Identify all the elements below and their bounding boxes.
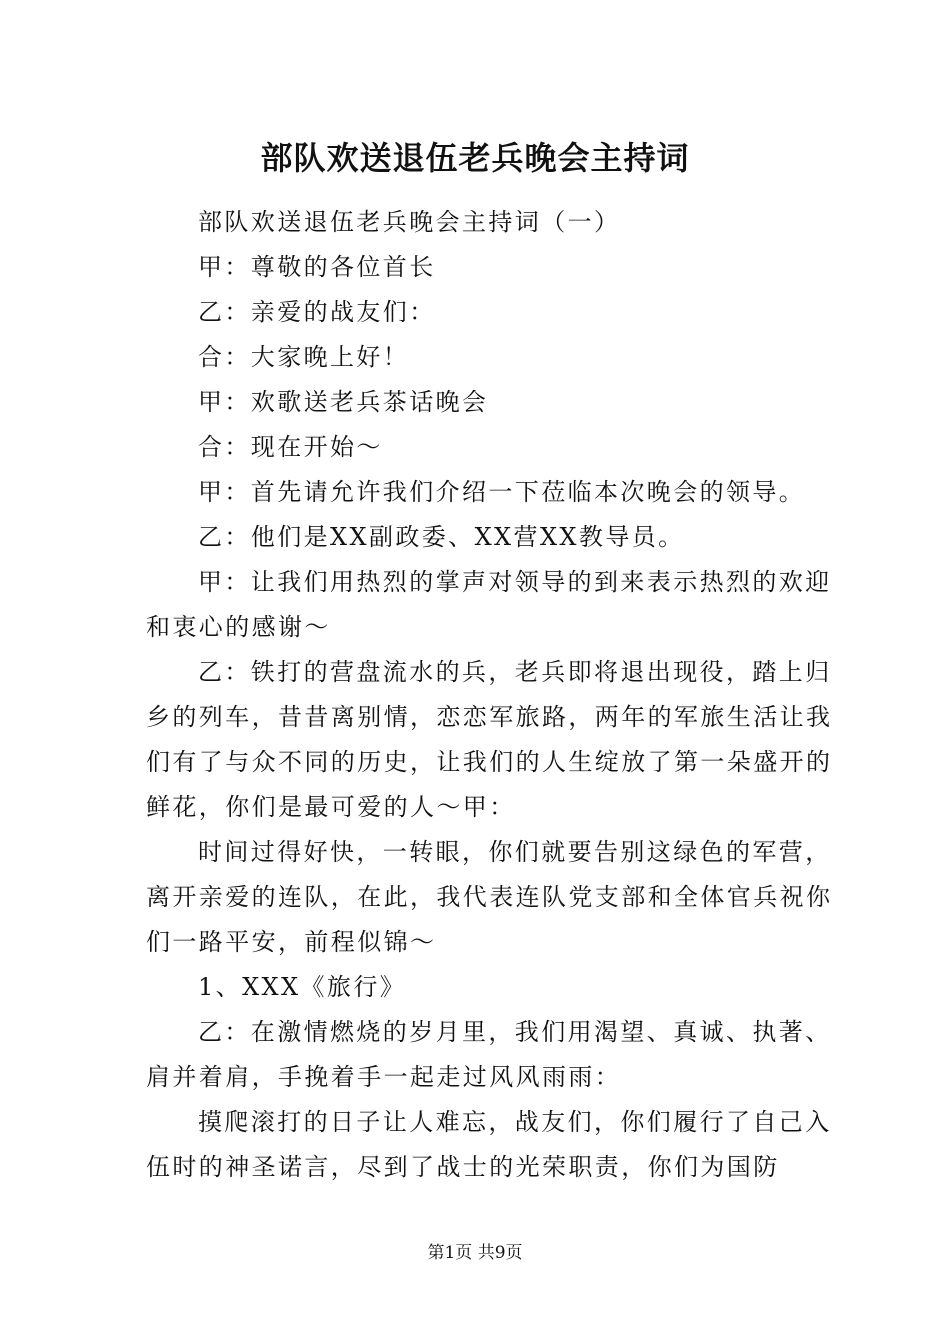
paragraph: 1、XXX《旅行》	[198, 973, 407, 1001]
paragraph: 乙：铁打的营盘流水的兵，老兵即将退出现役，踏上归乡的列车，昔昔离别情，恋恋军旅路，两年的军旅生活让我们有了与众不同的历史，让我们的人生绽放了第一朵盛开的鲜花，你们是最可爱的人～甲：	[146, 658, 833, 821]
paragraph: 乙：在激情燃烧的岁月里，我们用渴望、真诚、执著、肩并着肩，手挽着手一起走过风风雨雨：	[146, 1018, 832, 1091]
paragraph: 合：现在开始～	[198, 433, 383, 461]
paragraph: 时间过得好快，一转眼，你们就要告别这绿色的军营，离开亲爱的连队，在此，我代表连队党支部和全体官兵祝你们一路平安，前程似锦～	[146, 838, 833, 956]
paragraph: 甲：首先请允许我们介绍一下莅临本次晚会的领导。	[198, 478, 806, 506]
document-title: 部队欢送退伍老兵晚会主持词	[260, 139, 690, 177]
paragraph: 甲：欢歌送老兵茶话晚会	[198, 388, 489, 416]
paragraph: 甲：尊敬的各位首长	[198, 253, 436, 281]
page-footer: 第1页 共9页	[427, 1243, 523, 1263]
paragraph: 甲：让我们用热烈的掌声对领导的到来表示热烈的欢迎和衷心的感谢～	[146, 568, 832, 641]
paragraph: 合：大家晚上好！	[198, 343, 410, 371]
document-body	[146, 200, 836, 1190]
paragraph: 部队欢送退伍老兵晚会主持词（一）	[198, 208, 621, 236]
paragraph: 摸爬滚打的日子让人难忘，战友们，你们履行了自己入伍时的神圣诺言，尽到了战士的光荣职责，你们为国防	[146, 1108, 832, 1181]
paragraph: 乙：他们是XX副政委、XX营XX教导员。	[198, 523, 685, 551]
paragraph: 乙：亲爱的战友们：	[198, 298, 436, 326]
